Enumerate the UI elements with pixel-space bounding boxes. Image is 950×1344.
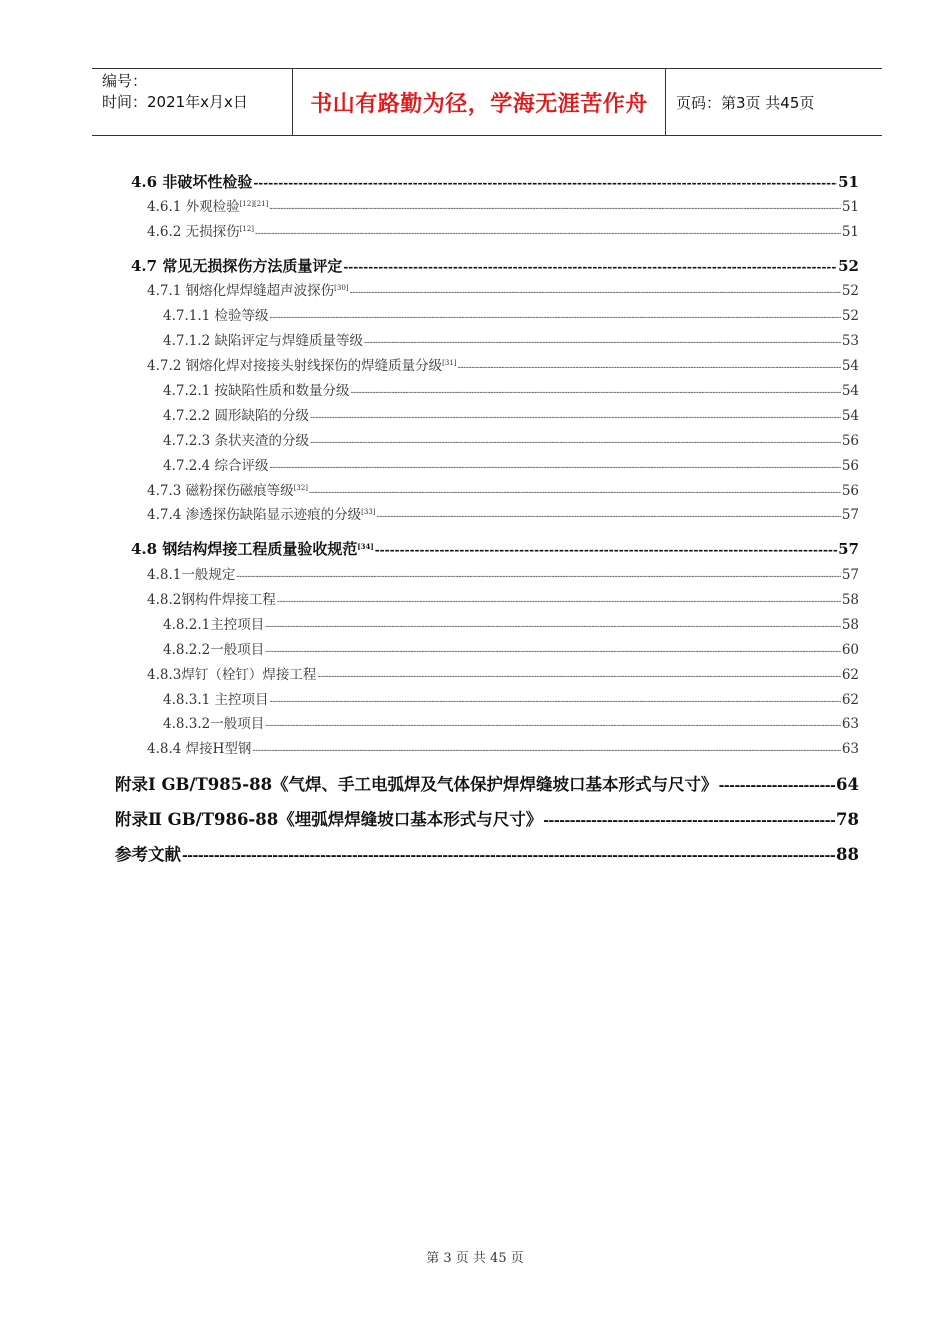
header-meta-cell	[92, 69, 293, 135]
citation-ref: [32]	[293, 484, 309, 492]
toc-entry[interactable]	[131, 538, 859, 559]
toc-entry-label: 4.8.3.1 主控项目	[163, 692, 269, 708]
toc-leader	[182, 848, 835, 864]
toc-entry-label: 4.7.1.2 缺陷评定与焊缝质量等级	[163, 333, 364, 349]
toc-leader	[265, 622, 841, 632]
toc-leader	[270, 313, 841, 323]
toc-leader	[252, 746, 840, 756]
toc-entry-page: 54	[841, 383, 859, 399]
toc-entry-page: 51	[838, 173, 859, 191]
citation-ref: [12][21]	[239, 200, 269, 208]
toc-entry-label: 4.8.2.2一般项目	[163, 642, 265, 658]
toc-entry-label: 4.7.1.1 检验等级	[163, 308, 269, 324]
toc-entry-page: 54	[841, 408, 859, 424]
header-page-info: 页码：第3页 共45页	[676, 93, 815, 112]
toc-entry-label: 4.7.4 渗透探伤缺陷显示迹痕的分级[33]	[147, 507, 376, 523]
toc-entry-label: 4.7.2 钢熔化焊对接接头射线探伤的焊缝质量分级[31]	[147, 358, 457, 374]
citation-ref: [12]	[239, 225, 255, 233]
toc-entry-page: 57	[838, 540, 859, 558]
toc-entry-page: 57	[841, 567, 859, 583]
toc-entry-label: 4.8.2.1主控项目	[163, 617, 265, 633]
toc-entry-label: 4.8.4 焊接H型钢	[147, 741, 252, 757]
toc-entry-page: 52	[841, 308, 859, 324]
toc-entry[interactable]	[163, 404, 859, 424]
toc-entry-page: 63	[841, 741, 859, 757]
toc-entry[interactable]	[147, 195, 859, 215]
toc-entry-page: 51	[841, 199, 859, 215]
header-time-label: 时间：2021年x月x日	[102, 93, 248, 111]
toc-entry[interactable]	[147, 588, 859, 608]
toc-entry[interactable]	[147, 663, 859, 683]
toc-entry-page: 62	[841, 667, 859, 683]
toc-entry-label: 4.8.3.2一般项目	[163, 716, 265, 732]
toc-entry[interactable]	[147, 220, 859, 240]
toc-entry[interactable]	[147, 279, 859, 299]
toc-entry-page: 52	[841, 283, 859, 299]
toc-leader	[309, 488, 841, 498]
toc-entry-page: 58	[841, 617, 859, 633]
toc-leader	[269, 204, 840, 214]
toc-entry[interactable]	[115, 841, 859, 865]
toc-entry-label: 参考文献	[115, 845, 181, 864]
toc-entry-label: 4.7.2.4 综合评级	[163, 458, 269, 474]
toc-entry[interactable]	[131, 171, 859, 192]
toc-entry-label: 4.8 钢结构焊接工程质量验收规范[34]	[131, 540, 374, 558]
toc-entry-label: 4.8.3焊钉（栓钉）焊接工程	[147, 667, 317, 683]
header-number-label: 编号：	[102, 72, 148, 90]
toc-leader	[270, 697, 841, 707]
toc-entry-page: 63	[841, 716, 859, 732]
toc-entry[interactable]	[163, 638, 859, 658]
toc-leader	[350, 288, 841, 298]
toc-entry[interactable]	[147, 563, 859, 583]
toc-entry[interactable]	[147, 354, 859, 374]
toc-entry-page: 56	[841, 433, 859, 449]
toc-entry[interactable]	[147, 737, 859, 757]
toc-leader	[253, 176, 837, 190]
citation-ref: [30]	[334, 284, 349, 292]
toc-entry-label: 4.7 常见无损探伤方法质量评定	[131, 257, 343, 275]
toc-leader	[458, 363, 841, 373]
toc-entry[interactable]	[163, 329, 859, 349]
toc-leader	[364, 338, 841, 348]
toc-entry-page: 62	[841, 692, 859, 708]
toc-entry[interactable]	[163, 613, 859, 633]
toc-leader	[270, 463, 841, 473]
toc-leader	[377, 512, 841, 522]
toc-entry-page: 60	[841, 642, 859, 658]
toc-entry-label: 4.8.1一般规定	[147, 567, 236, 583]
toc-leader	[310, 413, 841, 423]
toc-entry-page: 56	[841, 483, 859, 499]
toc-leader	[265, 647, 841, 657]
toc-leader	[255, 229, 841, 239]
toc-entry[interactable]	[163, 454, 859, 474]
toc-entry[interactable]	[163, 429, 859, 449]
toc-leader	[310, 438, 841, 448]
toc-entry-page: 52	[838, 257, 859, 275]
toc-leader	[343, 260, 837, 274]
toc-entry-page: 64	[836, 775, 859, 794]
toc-leader	[265, 721, 841, 731]
toc-entry-label: 4.6.1 外观检验[12][21]	[147, 199, 269, 215]
toc-entry[interactable]	[163, 304, 859, 324]
toc-entry-page: 78	[836, 810, 859, 829]
toc-entry-label: 附录Ⅱ GB/T986-88《埋弧焊焊缝坡口基本形式与尺寸》	[115, 810, 543, 829]
page-header	[92, 68, 882, 136]
toc-entry-label: 4.7.3 磁粉探伤磁痕等级[32]	[147, 483, 309, 499]
toc-entry-label: 附录Ⅰ GB/T985-88《气焊、手工电弧焊及气体保护焊焊缝坡口基本形式与尺寸》	[115, 775, 718, 794]
toc-entry-label: 4.7.2.3 条状夹渣的分级	[163, 433, 310, 449]
citation-ref: [31]	[442, 359, 457, 367]
toc-entry[interactable]	[163, 379, 859, 399]
citation-ref: [33]	[361, 508, 376, 516]
toc-entry[interactable]	[147, 479, 859, 499]
toc-entry-page: 53	[841, 333, 859, 349]
toc-leader	[543, 813, 835, 829]
toc-entry[interactable]	[147, 503, 859, 523]
toc-leader	[375, 543, 837, 557]
toc-entry-page: 57	[841, 507, 859, 523]
toc-entry-label: 4.8.2钢构件焊接工程	[147, 592, 276, 608]
page-footer: 第 3 页 共 45 页	[426, 1251, 524, 1266]
toc-entry-page: 88	[836, 845, 859, 864]
toc-entry[interactable]	[163, 688, 859, 708]
toc-entry[interactable]	[163, 712, 859, 732]
toc-entry-label: 4.6.2 无损探伤[12]	[147, 224, 255, 240]
toc-entry-label: 4.7.2.2 圆形缺陷的分级	[163, 408, 310, 424]
toc-leader	[277, 597, 841, 607]
toc-leader	[719, 778, 835, 794]
toc-entry[interactable]	[115, 771, 859, 795]
toc-leader	[317, 672, 840, 682]
toc-entry-page: 54	[841, 358, 859, 374]
toc-entry-page: 51	[841, 224, 859, 240]
toc-entry-label: 4.7.2.1 按缺陷性质和数量分级	[163, 383, 350, 399]
toc-entry-label: 4.7.1 钢熔化焊焊缝超声波探伤[30]	[147, 283, 349, 299]
toc-entry[interactable]	[131, 255, 859, 276]
toc-leader	[236, 572, 840, 582]
toc-entry-label: 4.6 非破坏性检验	[131, 173, 253, 191]
toc-entry-page: 56	[841, 458, 859, 474]
header-motto: 书山有路勤为径，学海无涯苦作舟	[293, 69, 666, 135]
citation-ref: [34]	[357, 542, 374, 551]
toc-entry[interactable]	[115, 806, 859, 830]
toc-entry-page: 58	[841, 592, 859, 608]
toc-leader	[351, 388, 841, 398]
